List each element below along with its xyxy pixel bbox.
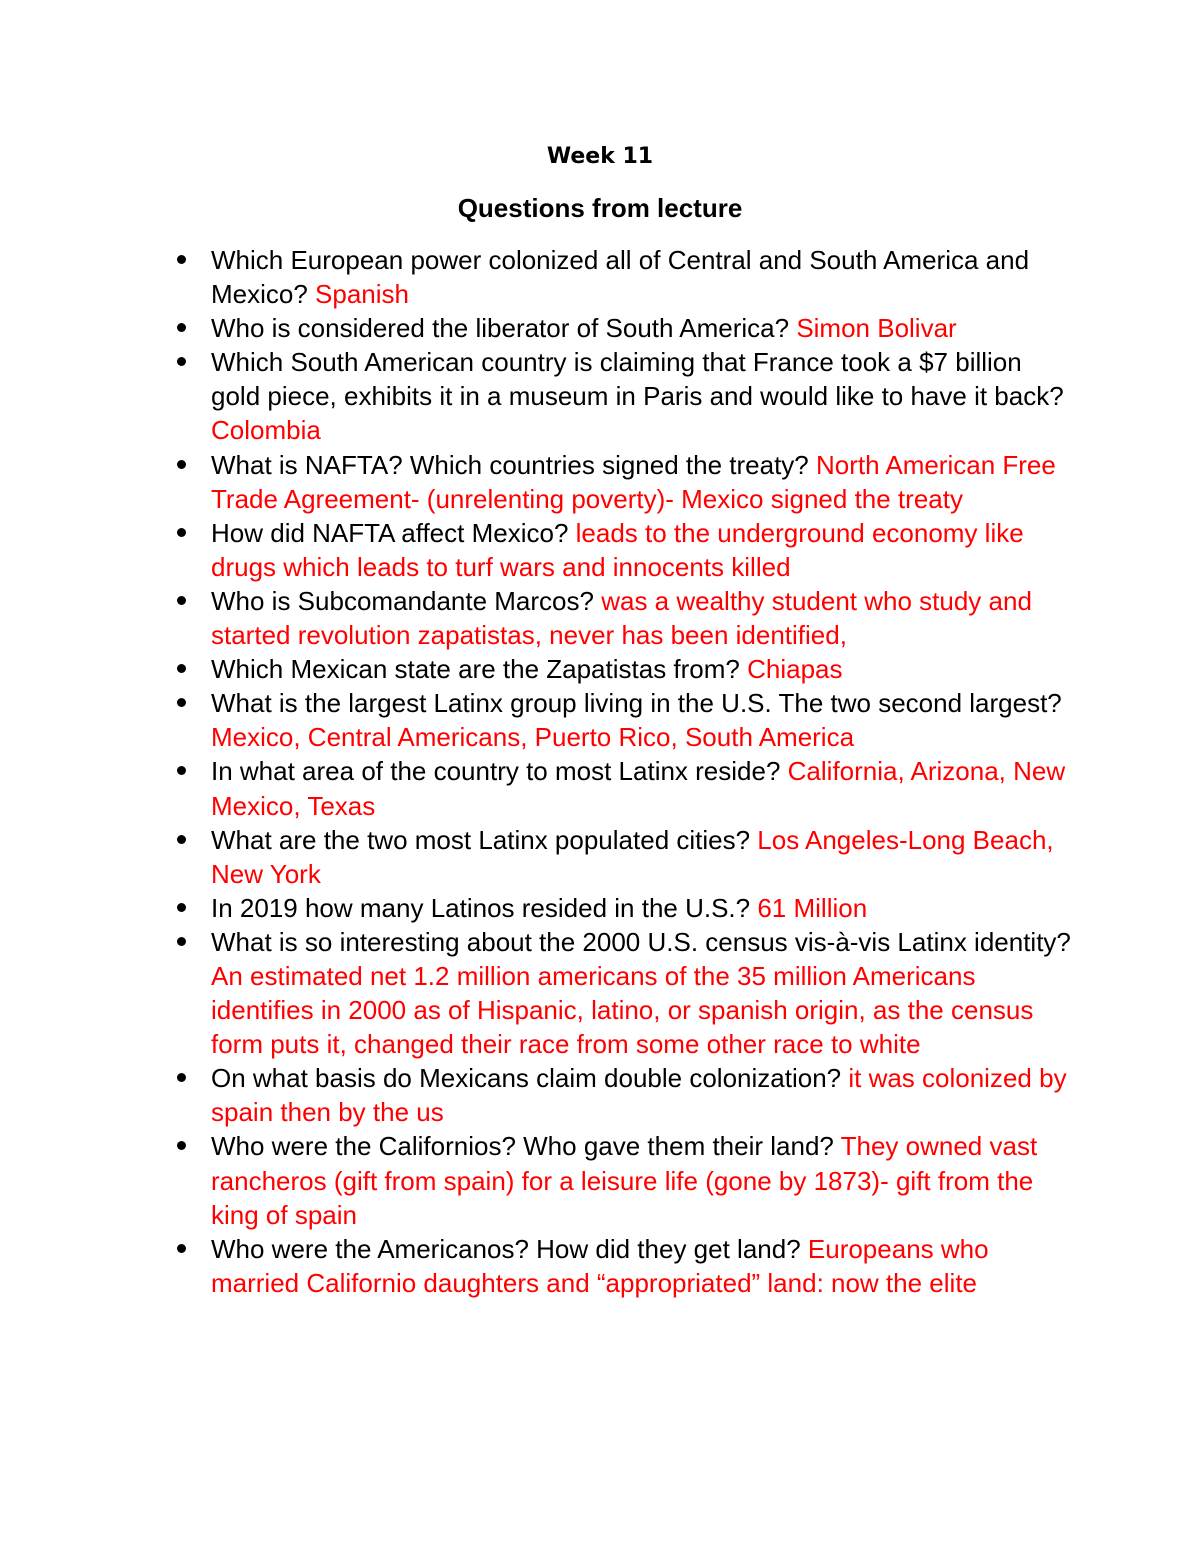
question-text: What is so interesting about the 2000 U.S. census vis-à-vis Latinx identity? [211, 926, 1071, 957]
question-text: What is NAFTA? Which countries signed the treaty? [211, 449, 816, 480]
bullet-icon [177, 835, 186, 844]
question-text: On what basis do Mexicans claim double colonization? [211, 1063, 849, 1094]
answer-text: Chiapas [747, 654, 843, 685]
answer-text: An estimated net 1.2 million americans of the 35 million Americans identifies in 2000 as of Hispanic, latino, or spanish origin, as the census form puts it, changed their race from some other race to white [211, 960, 1034, 1060]
list-item [211, 652, 1071, 686]
question-text: Who is considered the liberator of South America? [211, 313, 797, 344]
answer-text: Europeans who married Californio daughters and “appropriated” land: now the elite [211, 1233, 989, 1298]
bullet-icon [177, 698, 186, 707]
list-item [211, 1061, 1071, 1129]
list-item [211, 345, 1071, 447]
answer-text: North American Free Trade Agreement- (unrelenting poverty)- Mexico signed the treaty [211, 449, 1056, 514]
bullet-icon [177, 528, 186, 537]
list-item [211, 516, 1071, 584]
answer-text: leads to the underground economy like drugs which leads to turf wars and innocents killed [211, 517, 1024, 582]
bullet-icon [177, 596, 186, 605]
question-text: In what area of the country to most Latinx reside? [211, 756, 788, 787]
page-subtitle: Questions from lecture [457, 193, 743, 223]
question-text: Who were the Californios? Who gave them their land? [211, 1131, 841, 1162]
list-item [211, 754, 1071, 822]
answer-text: California, Arizona, New Mexico, Texas [211, 756, 1066, 821]
answer-text: Simon Bolivar [796, 313, 957, 344]
bullet-icon [177, 255, 186, 264]
list-item [211, 1129, 1071, 1231]
answer-text: it was colonized by spain then by the us [211, 1063, 1067, 1128]
answer-text: Mexico, Central Americans, Puerto Rico, South America [211, 722, 855, 753]
question-text: What is the largest Latinx group living in the U.S. The two second largest? [211, 688, 1062, 719]
answer-text: They owned vast rancheros (gift from spain) for a leisure life (gone by 1873)- gift from the king of spain [211, 1131, 1038, 1230]
question-text: Which Mexican state are the Zapatistas from? [211, 654, 748, 685]
list-item [211, 686, 1071, 754]
list-item [211, 925, 1071, 1061]
bullet-icon [177, 460, 186, 469]
question-list [211, 243, 1071, 1300]
list-item [211, 1232, 1071, 1300]
list-item [211, 584, 1071, 652]
question-text: Which European power colonized all of Central and South America and Mexico? [211, 245, 1030, 310]
bullet-icon [177, 664, 186, 673]
page-title: Week 11 [546, 144, 654, 169]
question-text: In 2019 how many Latinos resided in the U.S.? [211, 892, 758, 923]
list-item [211, 891, 1071, 925]
bullet-icon [177, 357, 186, 366]
question-text: Which South American country is claiming that France took a $7 billion gold piece, exhibits it in a museum in Paris and would like to have it back? [211, 347, 1064, 412]
list-item [211, 448, 1071, 516]
answer-text: 61 Million [757, 892, 868, 923]
answer-text: was a wealthy student who study and started revolution zapatistas, never has been identified, [211, 585, 1032, 651]
answer-text: Colombia [211, 415, 321, 446]
list-item [211, 311, 1071, 345]
bullet-icon [177, 937, 186, 946]
answer-text: Los Angeles-Long Beach, New York [211, 824, 1054, 889]
question-text: Who were the Americanos? How did they get land? [211, 1233, 808, 1264]
list-item [211, 243, 1071, 311]
question-text: Who is Subcomandante Marcos? [211, 585, 602, 616]
question-text: How did NAFTA affect Mexico? [211, 517, 576, 548]
bullet-icon [177, 323, 186, 332]
answer-text: Spanish [315, 279, 410, 310]
bullet-icon [177, 1141, 186, 1150]
bullet-icon [177, 1244, 186, 1253]
bullet-icon [177, 903, 186, 912]
question-text: What are the two most Latinx populated cities? [211, 824, 758, 855]
bullet-icon [177, 766, 186, 775]
bullet-icon [177, 1073, 186, 1082]
list-item [211, 823, 1071, 891]
